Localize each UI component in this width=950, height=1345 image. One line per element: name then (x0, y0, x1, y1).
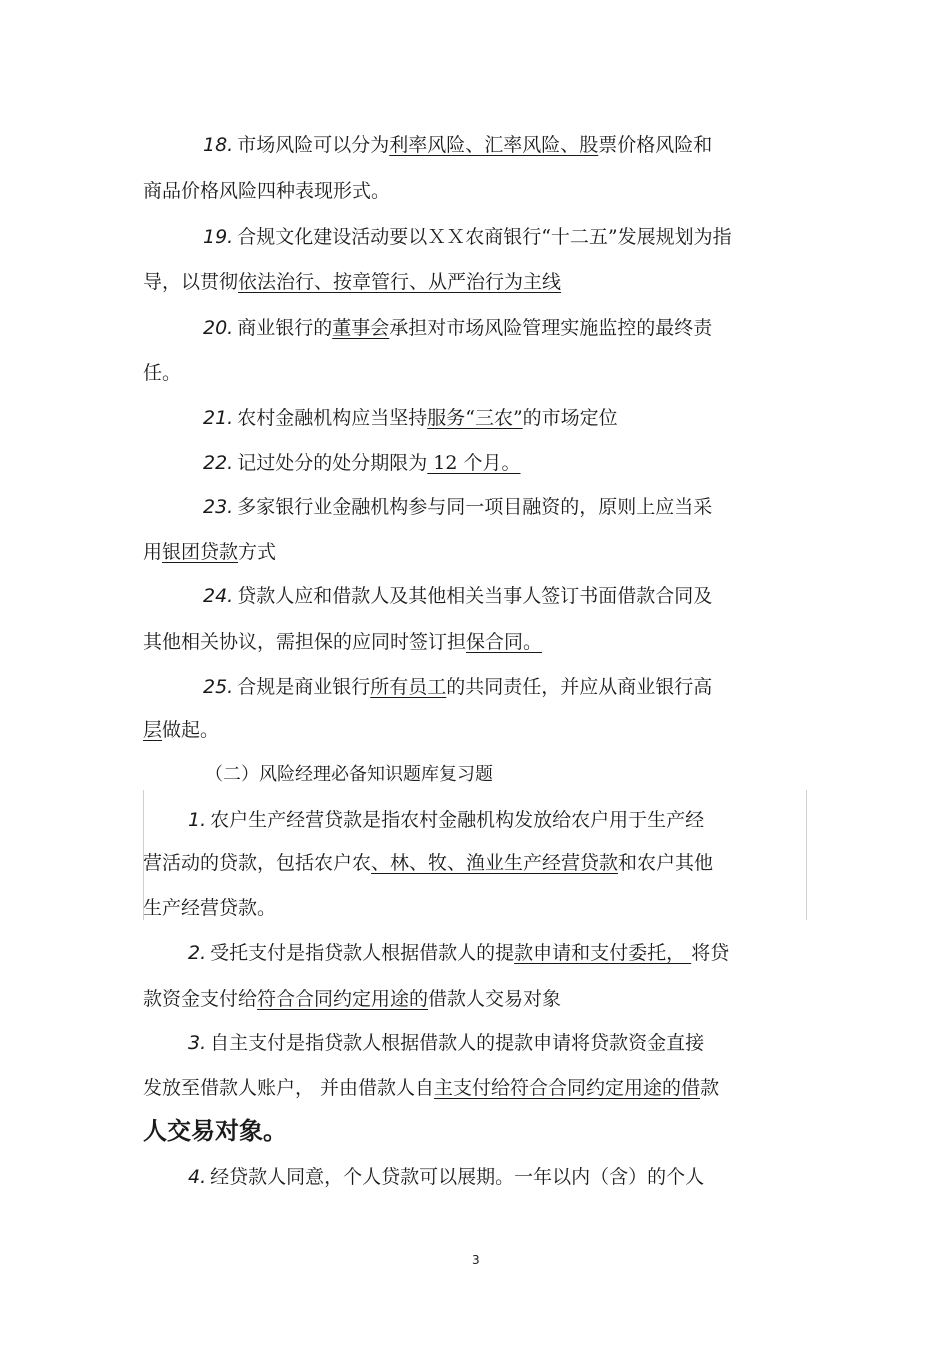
text: 农户生产经营贷款是指农村金融机构发放给农户用于生产经 (210, 809, 705, 831)
text: 做起。 (162, 719, 220, 741)
question-18-line-1 (203, 133, 712, 157)
question-25-line-2 (143, 718, 219, 742)
section-heading (205, 763, 493, 787)
question-s4-line-1 (188, 1165, 704, 1189)
text: 合规是商业银行 (237, 676, 371, 698)
question-s1-line-1 (188, 808, 704, 832)
question-s1-line-2 (143, 851, 713, 875)
question-s3-line-3 (143, 1119, 287, 1143)
text: 记过处分的处分期限为 (237, 452, 428, 474)
item-number: 22. (203, 452, 234, 474)
question-22 (203, 451, 521, 475)
text: 受托支付是指贷款人根据借款人的提 (210, 942, 515, 964)
answer-underline: 所有员工 (370, 676, 447, 698)
answer-underline: 保合同。 (466, 631, 543, 653)
text: 商品价格风险四种表现形式。 (143, 180, 391, 202)
item-number: 25. (203, 676, 234, 698)
text: 合规文化建设活动要以ＸＸ农商银行“十二五”发展规划为指 (237, 226, 732, 248)
answer-underline: 12 个月。 (427, 452, 521, 474)
answer-underline: 董事会 (332, 317, 390, 339)
text: 借款人交易对象 (428, 988, 562, 1010)
question-21 (203, 406, 618, 430)
question-s2-line-2 (143, 987, 561, 1011)
answer-underline: 款申请和支付委托， (514, 942, 692, 964)
item-number: 1. (188, 809, 207, 831)
answer-underline: 利率风险、汇率风险、股 (389, 134, 599, 156)
margin-rule (806, 790, 807, 920)
text: 将贷 (691, 942, 730, 964)
text: 经贷款人同意，个人贷款可以展期。一年以内（含）的个人 (210, 1166, 705, 1188)
text: （二）风险经理必备知识题库复习题 (205, 764, 493, 785)
question-s3-line-2 (143, 1076, 719, 1100)
text: 多家银行业金融机构参与同一项目融资的，原则上应当采 (237, 496, 713, 518)
text: 农村金融机构应当坚持 (237, 407, 428, 429)
page-number: 3 (472, 1253, 480, 1267)
question-24-line-1 (203, 584, 712, 608)
text: 方式 (238, 541, 277, 563)
text: 承担对市场风险管理实施监控的最终责 (389, 317, 713, 339)
text: 发放至借款人账户， 并由借款人自 (143, 1077, 435, 1099)
text: 自主支付是指贷款人根据借款人的提款申请将贷款资金直接 (210, 1032, 705, 1054)
answer-underline: 符合合同约定用途的 (257, 988, 429, 1010)
text: 的市场定位 (522, 407, 618, 429)
text: 款资金支付给 (143, 988, 258, 1010)
question-s3-line-1 (188, 1031, 704, 1055)
text: 人交易对象。 (143, 1117, 287, 1145)
question-20-line-1 (203, 316, 712, 340)
question-s1-line-3 (143, 896, 276, 920)
question-23-line-2 (143, 540, 276, 564)
question-18-line-2 (143, 179, 390, 203)
question-24-line-2 (143, 630, 542, 654)
item-number: 4. (188, 1166, 207, 1188)
text: 用 (143, 541, 163, 563)
answer-underline: 主支付给符合合同约定用途的借 (434, 1077, 701, 1099)
item-number: 19. (203, 226, 234, 248)
question-19-line-2 (143, 270, 561, 294)
text: 款 (700, 1077, 720, 1099)
text: 的共同责任，并应从商业银行高 (446, 676, 713, 698)
text: 生产经营贷款。 (143, 897, 277, 919)
text: 票价格风险和 (598, 134, 713, 156)
item-number: 23. (203, 496, 234, 518)
text: 市场风险可以分为 (237, 134, 390, 156)
question-23-line-1 (203, 495, 712, 519)
answer-underline: 依法治行、按章管行、从严治行 (238, 271, 505, 293)
answer-underline: 层 (143, 719, 163, 741)
question-25-line-1 (203, 675, 712, 699)
item-number: 2. (188, 942, 207, 964)
answer-underline: 、林、牧、渔业生产经营贷款 (371, 852, 619, 874)
item-number: 24. (203, 585, 234, 607)
question-19-line-1 (203, 225, 732, 249)
item-number: 3. (188, 1032, 207, 1054)
answer-underline: 服务“三农” (427, 407, 523, 429)
item-number: 20. (203, 317, 234, 339)
text: 营活动的贷款，包括农户农 (143, 852, 372, 874)
question-s2-line-1 (188, 941, 729, 965)
answer-underline: 为主线 (504, 271, 562, 293)
text: 和农户其他 (618, 852, 714, 874)
text: 其他相关协议，需担保的应同时签订担 (143, 631, 467, 653)
item-number: 18. (203, 134, 234, 156)
text: 任。 (143, 362, 182, 384)
item-number: 21. (203, 407, 234, 429)
text: 商业银行的 (237, 317, 333, 339)
text: 导，以贯彻 (143, 271, 239, 293)
text: 贷款人应和借款人及其他相关当事人签订书面借款合同及 (237, 585, 713, 607)
answer-underline: 银团贷款 (162, 541, 239, 563)
question-20-line-2 (143, 361, 181, 385)
